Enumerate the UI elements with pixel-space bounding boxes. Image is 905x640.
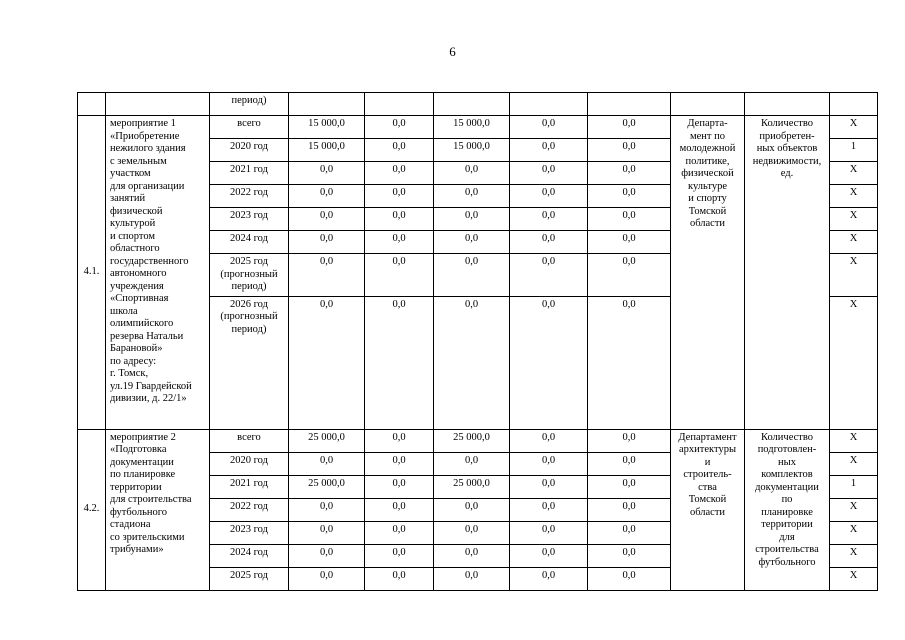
amount-cell: 0,0 xyxy=(434,521,510,544)
amount-cell: 0,0 xyxy=(588,116,671,139)
amount-cell: 0,0 xyxy=(588,254,671,297)
table-cell xyxy=(289,93,365,116)
amount-cell: 0,0 xyxy=(434,567,510,590)
amount-cell: 0,0 xyxy=(289,296,365,429)
amount-cell: 0,0 xyxy=(510,452,588,475)
indicator-value-cell: X xyxy=(830,452,878,475)
amount-cell: 0,0 xyxy=(365,567,434,590)
activity-name: мероприятие 2 «Подготовка документации по планировке территории для строительства футбольного стадиона со зрительскими трибунами» xyxy=(106,429,210,590)
amount-cell: 0,0 xyxy=(510,296,588,429)
amount-cell: 15 000,0 xyxy=(289,139,365,162)
amount-cell: 0,0 xyxy=(510,521,588,544)
indicator-value-cell: X xyxy=(830,116,878,139)
amount-cell: 0,0 xyxy=(588,231,671,254)
year-cell: 2023 год xyxy=(210,208,289,231)
table-row xyxy=(78,116,878,139)
amount-cell: 15 000,0 xyxy=(434,116,510,139)
year-cell: 2022 год xyxy=(210,185,289,208)
table-cell xyxy=(510,93,588,116)
indicator-value-cell: X xyxy=(830,544,878,567)
amount-cell: 0,0 xyxy=(365,208,434,231)
amount-cell: 0,0 xyxy=(510,254,588,297)
amount-cell: 0,0 xyxy=(434,208,510,231)
amount-cell: 0,0 xyxy=(588,208,671,231)
amount-cell: 0,0 xyxy=(289,231,365,254)
amount-cell: 15 000,0 xyxy=(434,139,510,162)
amount-cell: 0,0 xyxy=(434,452,510,475)
amount-cell: 0,0 xyxy=(365,475,434,498)
amount-cell: 0,0 xyxy=(588,296,671,429)
amount-cell: 0,0 xyxy=(588,475,671,498)
amount-cell: 0,0 xyxy=(434,544,510,567)
amount-cell: 0,0 xyxy=(434,231,510,254)
year-cell: 2020 год xyxy=(210,139,289,162)
indicator-value-cell: X xyxy=(830,567,878,590)
amount-cell: 0,0 xyxy=(365,521,434,544)
amount-cell: 0,0 xyxy=(289,498,365,521)
amount-cell: 0,0 xyxy=(365,116,434,139)
amount-cell: 0,0 xyxy=(365,544,434,567)
indicator-value-cell: X xyxy=(830,296,878,429)
amount-cell: 0,0 xyxy=(289,185,365,208)
section-number: 4.2. xyxy=(78,429,106,590)
amount-cell: 0,0 xyxy=(510,139,588,162)
indicator-value-cell: 1 xyxy=(830,475,878,498)
amount-cell: 0,0 xyxy=(510,231,588,254)
year-cell: период) xyxy=(210,93,289,116)
year-cell: 2025 год xyxy=(210,567,289,590)
amount-cell: 0,0 xyxy=(510,544,588,567)
amount-cell: 0,0 xyxy=(588,162,671,185)
amount-cell: 25 000,0 xyxy=(434,475,510,498)
table-cell xyxy=(671,93,745,116)
amount-cell: 0,0 xyxy=(510,429,588,452)
year-cell: 2025 год (прогнозный период) xyxy=(210,254,289,297)
amount-cell: 25 000,0 xyxy=(434,429,510,452)
indicator-value-cell: 1 xyxy=(830,139,878,162)
amount-cell: 0,0 xyxy=(588,498,671,521)
amount-cell: 0,0 xyxy=(289,208,365,231)
amount-cell: 0,0 xyxy=(365,254,434,297)
amount-cell: 0,0 xyxy=(588,139,671,162)
year-cell: 2021 год xyxy=(210,475,289,498)
amount-cell: 0,0 xyxy=(510,498,588,521)
amount-cell: 0,0 xyxy=(510,116,588,139)
amount-cell: 0,0 xyxy=(588,521,671,544)
year-cell: 2026 год (прогнозный период) xyxy=(210,296,289,429)
indicator-value-cell: X xyxy=(830,521,878,544)
amount-cell: 15 000,0 xyxy=(289,116,365,139)
amount-cell: 0,0 xyxy=(365,231,434,254)
indicator-cell: Количество подготовлен- ных комплектов документации по планировке территории для строительства футбольного xyxy=(745,429,830,590)
table-cell xyxy=(745,93,830,116)
indicator-value-cell: X xyxy=(830,185,878,208)
amount-cell: 0,0 xyxy=(365,452,434,475)
activity-name: мероприятие 1 «Приобретение нежилого здания с земельным участком для организации занятий физической культурой и спортом областного государственного автономного учреждения «Спортивная школа олимпийского резерва Натальи Барановой» по адресу: г. Томск, ул.19 Гвардейской дивизии, д. 22/1» xyxy=(106,116,210,430)
amount-cell: 0,0 xyxy=(434,296,510,429)
table-cell xyxy=(365,93,434,116)
amount-cell: 25 000,0 xyxy=(289,475,365,498)
table-cell xyxy=(434,93,510,116)
year-cell: всего xyxy=(210,116,289,139)
year-cell: 2021 год xyxy=(210,162,289,185)
table-cell xyxy=(830,93,878,116)
table-row xyxy=(78,429,878,452)
year-cell: 2023 год xyxy=(210,521,289,544)
amount-cell: 0,0 xyxy=(289,162,365,185)
amount-cell: 0,0 xyxy=(588,429,671,452)
amount-cell: 25 000,0 xyxy=(289,429,365,452)
amount-cell: 0,0 xyxy=(510,208,588,231)
program-table xyxy=(77,92,878,591)
amount-cell: 0,0 xyxy=(588,185,671,208)
amount-cell: 0,0 xyxy=(434,254,510,297)
amount-cell: 0,0 xyxy=(365,139,434,162)
year-cell: 2024 год xyxy=(210,231,289,254)
amount-cell: 0,0 xyxy=(588,452,671,475)
indicator-cell: Количество приобретен- ных объектов недвижимости, ед. xyxy=(745,116,830,430)
amount-cell: 0,0 xyxy=(289,544,365,567)
amount-cell: 0,0 xyxy=(289,567,365,590)
amount-cell: 0,0 xyxy=(510,162,588,185)
year-cell: 2024 год xyxy=(210,544,289,567)
year-cell: всего xyxy=(210,429,289,452)
indicator-value-cell: X xyxy=(830,498,878,521)
amount-cell: 0,0 xyxy=(365,429,434,452)
executor-cell: Департа- мент по молодежной политике, физической культуре и спорту Томской области xyxy=(671,116,745,430)
table-cell xyxy=(588,93,671,116)
amount-cell: 0,0 xyxy=(434,498,510,521)
amount-cell: 0,0 xyxy=(434,185,510,208)
amount-cell: 0,0 xyxy=(289,521,365,544)
amount-cell: 0,0 xyxy=(365,162,434,185)
amount-cell: 0,0 xyxy=(365,498,434,521)
amount-cell: 0,0 xyxy=(510,567,588,590)
amount-cell: 0,0 xyxy=(365,296,434,429)
section-number: 4.1. xyxy=(78,116,106,430)
amount-cell: 0,0 xyxy=(434,162,510,185)
amount-cell: 0,0 xyxy=(588,544,671,567)
table-cell xyxy=(106,93,210,116)
table-row xyxy=(78,93,878,116)
amount-cell: 0,0 xyxy=(365,185,434,208)
indicator-value-cell: X xyxy=(830,231,878,254)
indicator-value-cell: X xyxy=(830,208,878,231)
page-number: 6 xyxy=(449,44,456,59)
amount-cell: 0,0 xyxy=(510,475,588,498)
indicator-value-cell: X xyxy=(830,162,878,185)
indicator-value-cell: X xyxy=(830,254,878,297)
amount-cell: 0,0 xyxy=(289,254,365,297)
year-cell: 2020 год xyxy=(210,452,289,475)
indicator-value-cell: X xyxy=(830,429,878,452)
executor-cell: Департамент архитектуры и строитель- ства Томской области xyxy=(671,429,745,590)
table-cell xyxy=(78,93,106,116)
amount-cell: 0,0 xyxy=(289,452,365,475)
amount-cell: 0,0 xyxy=(510,185,588,208)
amount-cell: 0,0 xyxy=(588,567,671,590)
year-cell: 2022 год xyxy=(210,498,289,521)
